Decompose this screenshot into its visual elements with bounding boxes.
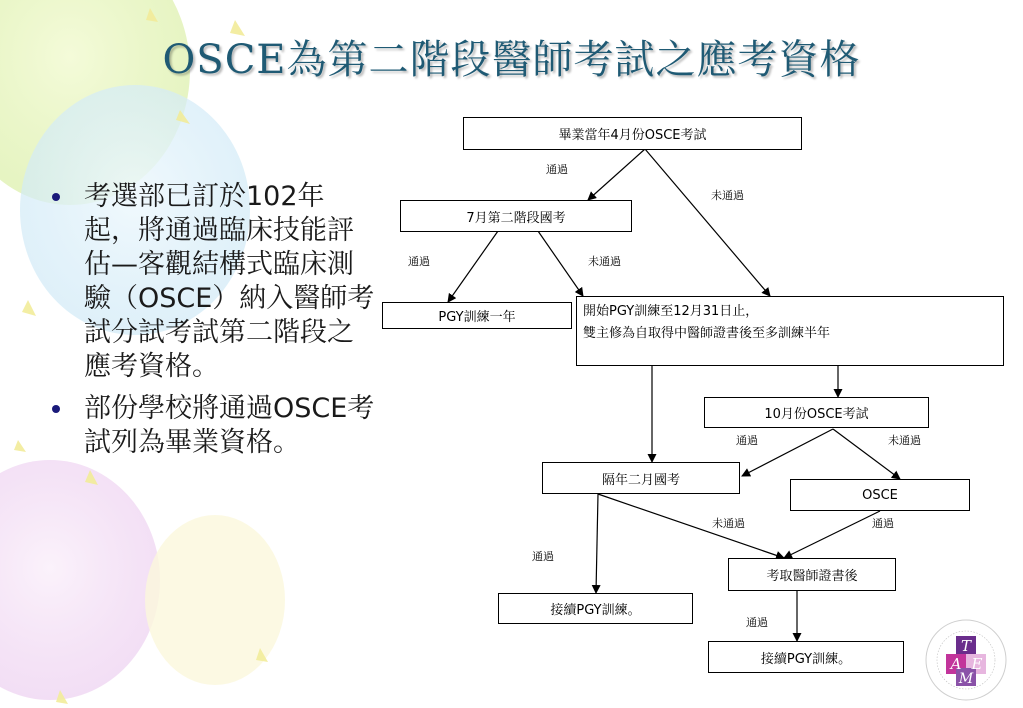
arrow-july-to-pgy-one-year [448, 231, 498, 302]
logo-letter: T [960, 637, 972, 655]
label-fail: 未通過 [711, 189, 744, 202]
box-osce: OSCE [790, 479, 970, 511]
box-pgy-one-year: PGY訓練一年 [382, 302, 572, 329]
box-continue-pgy-a: 接續PGY訓練。 [498, 593, 693, 624]
logo-letter: A [950, 655, 962, 673]
box-graduation-osce: 畢業當年4月份OSCE考試 [463, 117, 802, 150]
label-pass: 通過 [546, 163, 568, 176]
label-fail: 未通過 [588, 255, 621, 268]
arrow-feb-exam-to-license [598, 494, 784, 558]
arrow-grad-to-july [588, 149, 645, 200]
tame-logo [924, 618, 1008, 702]
box-july-second-stage-exam: 7月第二階段國考 [400, 200, 632, 232]
box-october-osce: 10月份OSCE考試 [704, 397, 929, 428]
label-pass: 通過 [408, 255, 430, 268]
label-pass: 通過 [736, 434, 758, 447]
label-pass: 通過 [532, 550, 554, 563]
label-pass: 通過 [746, 616, 768, 629]
arrow-grad-to-pgy-start [645, 149, 770, 296]
box-february-exam: 隔年二月國考 [542, 462, 740, 494]
box-pgy-start [576, 296, 1004, 366]
bullet-text: 考選部已訂於102年起，將通過臨床技能評估—客觀結構式臨床測驗（OSCE）納入醫師考試分試考試第二階段之應考資格。 [84, 181, 375, 382]
arrow-osce-to-license [784, 511, 880, 558]
arrow-july-to-pgy-start [538, 231, 583, 296]
logo-letter: M [958, 671, 974, 687]
pgy-start-line-1: 開始PGY訓練至12月31日止， [583, 304, 759, 319]
label-fail: 未通過 [712, 517, 745, 530]
bullet-text: 部份學校將通過OSCE考試列為畢業資格。 [84, 393, 375, 458]
label-fail: 未通過 [888, 434, 921, 447]
pgy-start-line-2: 雙主修為自取得中醫師證書後至多訓練半年 [583, 326, 831, 341]
box-continue-pgy-b: 接續PGY訓練。 [708, 641, 904, 673]
logo-letter: E [971, 655, 983, 673]
label-pass: 通過 [872, 517, 894, 530]
slide-title: OSCE為第二階段醫師考試之應考資格 [162, 37, 861, 83]
box-get-license: 考取醫師證書後 [728, 558, 896, 591]
arrow-feb-exam-to-continue-pgy [596, 494, 598, 593]
